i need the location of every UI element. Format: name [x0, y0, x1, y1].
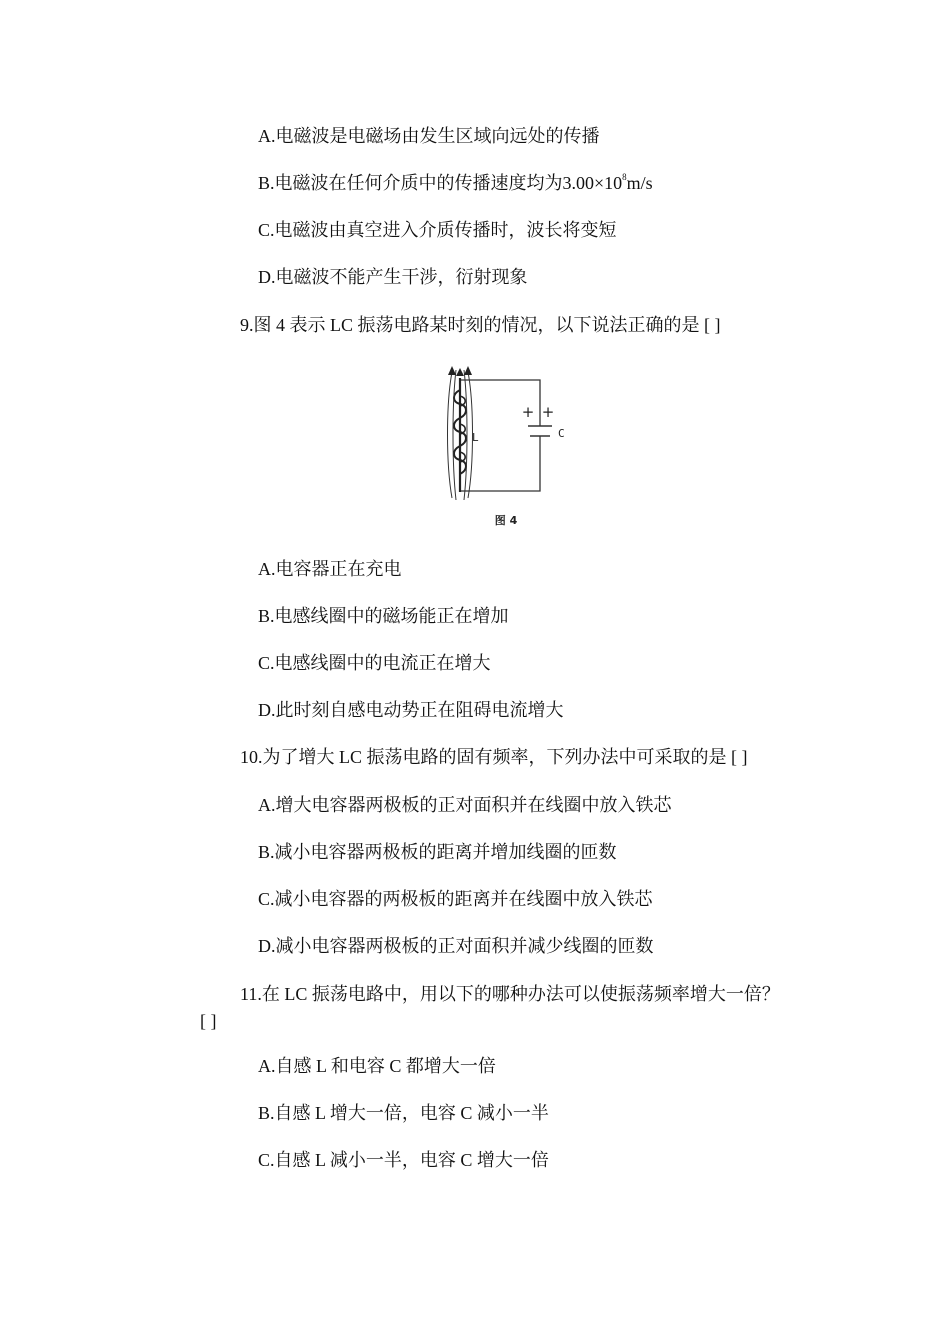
q10-stem: 10.为了增大 LC 振荡电路的固有频率，下列办法中可采取的是 [ ] — [240, 747, 748, 767]
speed-value: 3.00×10 — [562, 173, 623, 193]
q8-option-a: A.电磁波是电磁场由发生区域向远处的传播 — [258, 126, 600, 146]
lc-circuit-figure — [436, 364, 568, 534]
q8-option-d: D.电磁波不能产生干涉，衍射现象 — [258, 267, 528, 287]
capacitor-plus-left: + — [521, 403, 535, 421]
q11-option-c: C.自感 L 减小一半，电容 C 增大一倍 — [258, 1150, 549, 1170]
inductor-coil — [454, 378, 466, 492]
q11-option-a: A.自感 L 和电容 C 都增大一倍 — [258, 1056, 496, 1076]
q9-option-a: A.电容器正在充电 — [258, 559, 402, 579]
capacitor-plus-right: + — [541, 403, 555, 421]
capacitor-label: C — [558, 427, 565, 440]
q8-option-b — [258, 172, 653, 194]
q8-option-c: C.电磁波由真空进入介质传播时，波长将变短 — [258, 220, 617, 240]
q10-option-b: B.减小电容器两极板的距离并增加线圈的匝数 — [258, 842, 617, 862]
q10-option-c: C.减小电容器的两极板的距离并在线圈中放入铁芯 — [258, 889, 653, 909]
q10-option-a: A.增大电容器两极板的正对面积并在线圈中放入铁芯 — [258, 795, 672, 815]
q10-option-d: D.减小电容器两极板的正对面积并减少线圈的匝数 — [258, 936, 654, 956]
q9-option-c: C.电感线圈中的电流正在增大 — [258, 653, 491, 673]
figure-caption: 图 4 — [494, 514, 518, 527]
field-arrow-icons — [448, 366, 472, 376]
lc-circuit-diagram — [436, 364, 568, 534]
q11-answer-bracket: [ ] — [200, 1011, 217, 1031]
q11-option-b: B.自感 L 增大一倍，电容 C 减小一半 — [258, 1103, 549, 1123]
speed-exponent: 8 — [622, 172, 627, 182]
q9-stem: 9.图 4 表示 LC 振荡电路某时刻的情况，以下说法正确的是 [ ] — [240, 315, 721, 335]
q11-stem: 11.在 LC 振荡电路中，用以下的哪种办法可以使振荡频率增大一倍？ — [240, 984, 780, 1004]
inductor-label: L — [472, 431, 479, 444]
q9-option-d: D.此时刻自感电动势正在阻碍电流增大 — [258, 700, 564, 720]
q9-option-b: B.电感线圈中的磁场能正在增加 — [258, 606, 509, 626]
q8-option-b-text: B.电磁波在任何介质中的传播速度均为 — [258, 173, 563, 193]
speed-unit: m/s — [626, 173, 653, 193]
